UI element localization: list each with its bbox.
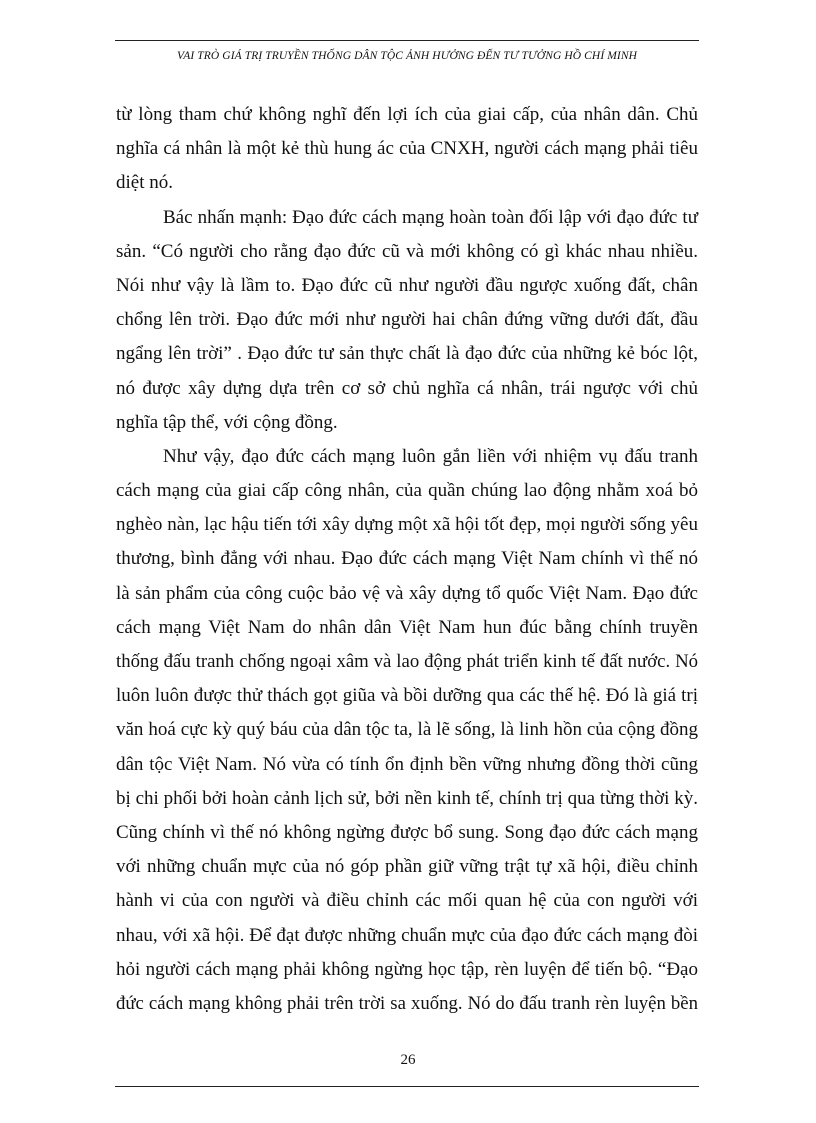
page-number: 26	[400, 1052, 416, 1068]
body-line: cách mạng Việt Nam do nhân dân Việt Nam hun đúc bằng chính truyền	[116, 616, 698, 638]
body-line: nghĩa tập thể, với cộng đồng.	[116, 411, 338, 433]
body-line: là sản phẩm của công cuộc bảo vệ và xây dựng tổ quốc Việt Nam. Đạo đức	[116, 582, 698, 604]
body-line: hỏi người cách mạng phải không ngừng học tập, rèn luyện để tiến bộ. “Đạo	[116, 958, 698, 980]
body-line: Như vậy, đạo đức cách mạng luôn gắn liền với nhiệm vụ đấu tranh	[163, 445, 698, 467]
body-line: văn hoá cực kỳ quý báu của dân tộc ta, là lẽ sống, là linh hồn của cộng đồng	[116, 719, 698, 741]
body-line: chổng lên trời. Đạo đức mới như người hai chân đứng vững dưới đất, đầu	[116, 309, 698, 331]
body-line: từ lòng tham chứ không nghĩ đến lợi ích của giai cấp, của nhân dân. Chủ	[116, 104, 698, 125]
body-line: Bác nhấn mạnh: Đạo đức cách mạng hoàn toàn đối lập với đạo đức tư	[163, 206, 698, 228]
body-line: cách mạng của giai cấp công nhân, của quần chúng lao động nhằm xoá bỏ	[116, 480, 698, 502]
body-line: thống đấu tranh chống ngoại xâm và lao động phát triển kinh tế đất nước. Nó	[116, 651, 698, 672]
body-line: nhau, với xã hội. Để đạt được những chuẩn mực của đạo đức cách mạng đòi	[116, 924, 698, 946]
body-line: thương, bình đẳng với nhau. Đạo đức cách mạng Việt Nam chính vì thế nó	[116, 548, 698, 570]
body-line: dân tộc Việt Nam. Nó vừa có tính ổn định bền vững nhưng đồng thời cũng	[116, 753, 698, 775]
body-line: sản. “Có người cho rằng đạo đức cũ và mới không có gì khác nhau nhiều.	[116, 240, 698, 262]
body-line: hành vi của con người và điều chỉnh các mối quan hệ của con người với	[116, 890, 698, 912]
body-line: bị chi phối bởi hoàn cảnh lịch sử, bởi nền kinh tế, chính trị qua từng thời kỳ.	[116, 787, 698, 809]
header-rule	[115, 40, 699, 41]
body-line: đức cách mạng không phải trên trời sa xuống. Nó do đấu tranh rèn luyện bền	[116, 992, 698, 1014]
body-line: nghĩa cá nhân là một kẻ thù hung ác của CNXH, người cách mạng phải tiêu	[116, 138, 698, 160]
body-line: nghèo nàn, lạc hậu tiến tới xây dựng một xã hội tốt đẹp, mọi người sống yêu	[116, 514, 698, 536]
page-body	[116, 98, 698, 1021]
body-line: Cũng chính vì thế nó không ngừng được bổ sung. Song đạo đức cách mạng	[116, 821, 698, 843]
body-line: ngẩng lên trời” . Đạo đức tư sản thực chất là đạo đức của những kẻ bóc lột,	[116, 343, 698, 365]
body-line: nó được xây dựng dựa trên cơ sở chủ nghĩa cá nhân, trái ngược với chủ	[116, 377, 698, 399]
running-header: VAI TRÒ GIÁ TRỊ TRUYỀN THỐNG DÂN TỘC ẢNH HƯỞNG ĐẾN TƯ TƯỞNG HỒ CHÍ MINH	[176, 50, 638, 62]
body-line: Nói như vậy là lầm to. Đạo đức cũ như người đầu ngược xuống đất, chân	[116, 274, 698, 296]
footer-rule	[115, 1086, 699, 1087]
body-line: luôn luôn được thử thách gọt giũa và bồi dưỡng qua các thế hệ. Đó là giá trị	[116, 685, 698, 707]
body-line: diệt nó.	[116, 172, 173, 194]
body-line: với những chuẩn mực của nó góp phần giữ vững trật tự xã hội, điều chỉnh	[116, 856, 698, 878]
